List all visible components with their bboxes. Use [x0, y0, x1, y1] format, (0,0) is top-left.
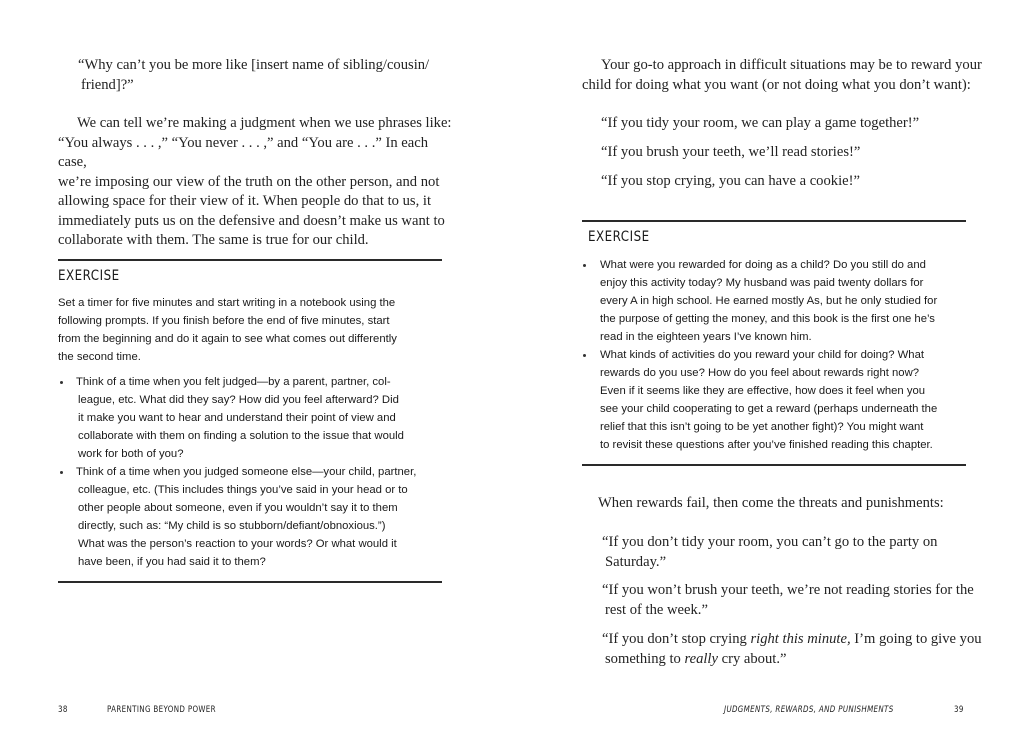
- threat-quote-line: rest of the week.”: [605, 601, 708, 618]
- bullet-line: relief that this isn’t going to be yet another fight)? You might want: [600, 421, 924, 434]
- bullet-line: work for both of you?: [78, 448, 184, 461]
- exercise-heading: EXERCISE: [58, 268, 120, 284]
- threat-quote: [602, 533, 992, 572]
- paragraph-line: allowing space for their view of it. When people do that to us, it: [58, 193, 431, 209]
- threat-intro: When rewards fail, then come the threats and punishments:: [598, 495, 944, 511]
- paragraph-line: “You always . . . ,” “You never . . . ,” and “You are . . .” In each case,: [58, 134, 429, 170]
- exercise-top-rule: [582, 220, 966, 222]
- quote-line: “Why can’t you be more like [insert name of sibling/cousin/: [78, 57, 430, 73]
- bullet-line: What was the person’s reaction to your words? Or what would it: [78, 538, 397, 551]
- bullet-line: Even if it seems like they are effective, how does it feel when you: [600, 385, 926, 398]
- page-number: 39: [954, 704, 964, 714]
- bullet-line: league, etc. What did they say? How did you feel afterward? Did: [78, 394, 399, 407]
- exercise-heading: EXERCISE: [588, 229, 650, 245]
- text: cry about.”: [717, 650, 787, 667]
- exercise-bullet: [76, 373, 448, 463]
- exercise-top-rule: [58, 259, 442, 261]
- exercise-bottom-rule: [58, 581, 442, 583]
- bullet-line: it make you want to hear and understand their point of view and: [78, 412, 396, 425]
- threat-quote-line: [602, 650, 992, 670]
- exercise-intro-line: from the beginning and do it again to see what comes out differently: [58, 333, 397, 346]
- text: something to: [605, 650, 685, 667]
- bullet-line: Think of a time when you felt judged—by a parent, partner, col-: [76, 376, 391, 388]
- bullet-line: Think of a time when you judged someone else—your child, partner,: [76, 466, 417, 478]
- exercise-intro-line: following prompts. If you finish before the end of five minutes, start: [58, 315, 390, 328]
- emphasis: right this minute,: [750, 631, 851, 647]
- threat-quote: [602, 630, 992, 669]
- bullet-line: enjoy this activity today? My husband was paid twenty dollars for: [600, 277, 924, 290]
- bullet-line: directly, such as: “My child is so stubborn/defiant/obnoxious.”): [78, 520, 386, 533]
- bullet-line: What kinds of activities do you reward your child for doing? What: [600, 349, 924, 361]
- threat-quote-line: “If you won’t brush your teeth, we’re not reading stories for the: [602, 582, 974, 598]
- exercise-intro-line: Set a timer for five minutes and start writing in a notebook using the: [58, 297, 396, 309]
- reward-intro: [582, 56, 1012, 95]
- running-head: PARENTING BEYOND POWER: [107, 704, 216, 714]
- exercise-intro: [58, 294, 448, 366]
- exercise-bullet: [76, 463, 448, 572]
- bullet-line: see your child cooperating to get a reward (perhaps underneath the: [600, 403, 938, 416]
- bullet-line: have been, if you had said it to them?: [78, 556, 266, 569]
- judgment-paragraph: [58, 114, 458, 251]
- bullet-icon: [583, 264, 586, 267]
- bullet-line: rewards do you use? How do you feel about rewards right now?: [600, 367, 920, 380]
- judgment-quote: [78, 56, 429, 95]
- bullet-line: other people about someone, even if you wouldn’t say it to them: [78, 502, 398, 515]
- bullet-icon: [60, 471, 63, 474]
- quote-line: friend]?”: [81, 76, 134, 93]
- reward-quote: “If you tidy your room, we can play a game together!”: [601, 115, 920, 131]
- bullet-line: colleague, etc. (This includes things you’ve said in your head or to: [78, 484, 408, 497]
- exercise-intro-line: the second time.: [58, 351, 141, 364]
- paragraph-line: Your go-to approach in difficult situations may be to reward your: [601, 57, 982, 73]
- paragraph-line: We can tell we’re making a judgment when we use phrases like:: [77, 115, 452, 131]
- emphasis: really: [684, 650, 718, 667]
- threat-quote-line: [602, 630, 992, 650]
- threat-quote-line: Saturday.”: [605, 553, 667, 570]
- reward-quote: “If you stop crying, you can have a cookie!”: [601, 173, 860, 189]
- bullet-line: every A in high school. He earned mostly As, but he only studied for: [600, 295, 938, 308]
- bullet-line: What were you rewarded for doing as a child? Do you still do and: [600, 259, 926, 271]
- paragraph-line: immediately puts us on the defensive and doesn’t make us want to: [58, 212, 445, 229]
- bullet-icon: [60, 381, 63, 384]
- exercise-bottom-rule: [582, 464, 966, 466]
- bullet-icon: [583, 354, 586, 357]
- right-page: [512, 0, 1024, 745]
- threat-quote: [602, 581, 992, 620]
- paragraph-line: collaborate with them. The same is true for our child.: [58, 232, 369, 248]
- bullet-line: read in the eighteen years I’ve known him.: [600, 331, 812, 344]
- paragraph-line: child for doing what you want (or not doing what you don’t want):: [582, 76, 971, 93]
- reward-quote: “If you brush your teeth, we’ll read stories!”: [601, 144, 861, 160]
- bullet-line: the purpose of getting the money, and this book is the first one he’s: [600, 313, 935, 326]
- running-head: JUDGMENTS, REWARDS, AND PUNISHMENTS: [724, 704, 894, 714]
- exercise-bullet: [600, 346, 978, 455]
- bullet-line: to revisit these questions after you’ve finished reading this chapter.: [600, 439, 933, 452]
- bullet-line: collaborate with them on finding a solution to the issue that would: [78, 430, 404, 443]
- text: “If you don’t stop crying: [602, 631, 751, 647]
- threat-quote-line: “If you don’t tidy your room, you can’t go to the party on: [602, 534, 938, 550]
- page-number: 38: [58, 704, 68, 714]
- exercise-bullet: [600, 256, 978, 346]
- text: I’m going to give you: [850, 631, 982, 647]
- paragraph-line: we’re imposing our view of the truth on the other person, and not: [58, 173, 440, 190]
